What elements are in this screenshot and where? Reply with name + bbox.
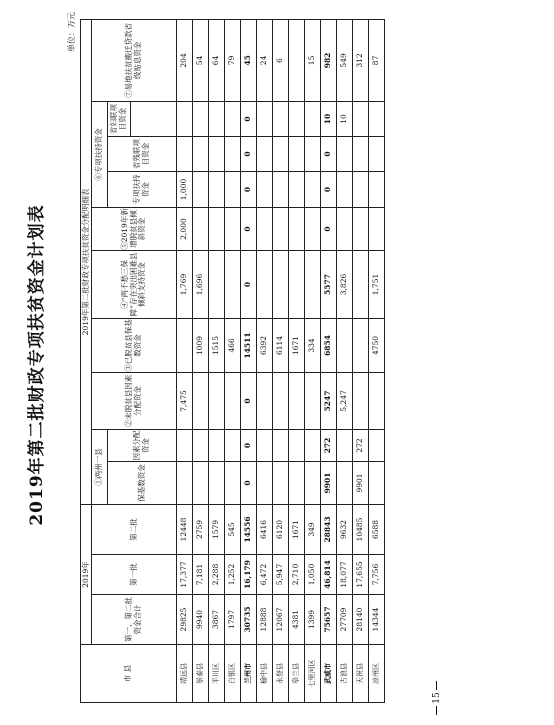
- value-cell: 6392: [257, 318, 273, 372]
- value-cell: 1579: [209, 504, 225, 554]
- table-row: [209, 19, 225, 702]
- value-cell: [289, 171, 305, 207]
- value-cell: [177, 429, 193, 461]
- value-cell: 0: [241, 372, 257, 429]
- header-year: 2019年: [81, 504, 92, 644]
- row-name-cell: 武威市: [321, 645, 337, 703]
- value-cell: 9901: [353, 461, 369, 504]
- value-cell: [337, 171, 353, 207]
- row-name-cell: 榆中县: [257, 645, 273, 703]
- value-cell: 272: [321, 429, 337, 461]
- value-cell: 7,756: [369, 555, 385, 595]
- row-name-cell: 兰州市: [241, 645, 257, 703]
- value-cell: [273, 429, 289, 461]
- value-cell: [193, 207, 209, 250]
- value-cell: 549: [337, 19, 353, 101]
- value-cell: 1,769: [177, 250, 193, 318]
- value-cell: 1,696: [193, 250, 209, 318]
- header-g6-disabled: 省残联项目资金: [108, 136, 177, 171]
- value-cell: 272: [353, 429, 369, 461]
- value-cell: [209, 171, 225, 207]
- value-cell: [289, 250, 305, 318]
- value-cell: 0: [241, 207, 257, 250]
- value-cell: 5247: [321, 372, 337, 429]
- value-cell: 3,826: [337, 250, 353, 318]
- value-cell: 2,000: [177, 207, 193, 250]
- table-row: [289, 19, 305, 702]
- value-cell: [177, 318, 193, 372]
- value-cell: [257, 171, 273, 207]
- table-row: [193, 19, 209, 702]
- row-name-cell: 平川区: [209, 645, 225, 703]
- value-cell: [369, 372, 385, 429]
- value-cell: 204: [177, 19, 193, 101]
- table-row: [257, 19, 273, 702]
- header-group-4: ④“两不愁三保障”存在突出困难县倾斜支持资金: [92, 250, 177, 318]
- value-cell: [193, 429, 209, 461]
- value-cell: 29825: [177, 595, 193, 645]
- value-cell: 79: [225, 19, 241, 101]
- value-cell: 12067: [273, 595, 289, 645]
- value-cell: [273, 250, 289, 318]
- value-cell: 10485: [353, 504, 369, 554]
- header-g1-base: 保基数资金: [108, 461, 177, 504]
- header-group-6: ⑥专项扶持资金: [92, 101, 108, 207]
- page-title: 2019年第二批财政专项扶贫资金计划表: [27, 204, 47, 526]
- value-cell: [369, 136, 385, 171]
- value-cell: [289, 372, 305, 429]
- value-cell: 1797: [225, 595, 241, 645]
- value-cell: 30735: [241, 595, 257, 645]
- value-cell: [209, 429, 225, 461]
- value-cell: 12888: [257, 595, 273, 645]
- table-row: [177, 19, 193, 702]
- value-cell: [225, 250, 241, 318]
- header-group-5: ⑤2019年新增脱贫县倾斜资金: [92, 207, 177, 250]
- value-cell: 1,252: [225, 555, 241, 595]
- value-cell: 87: [369, 19, 385, 101]
- value-cell: [337, 461, 353, 504]
- value-cell: 1515: [209, 318, 225, 372]
- value-cell: [337, 429, 353, 461]
- row-name-cell: 七里河区: [305, 645, 321, 703]
- value-cell: [305, 429, 321, 461]
- value-cell: 27709: [337, 595, 353, 645]
- value-cell: 10: [337, 101, 353, 136]
- value-cell: [209, 207, 225, 250]
- value-cell: [369, 171, 385, 207]
- value-cell: [225, 461, 241, 504]
- value-cell: 14511: [241, 318, 257, 372]
- header-first-batch: 第一批: [92, 555, 177, 595]
- value-cell: 0: [241, 171, 257, 207]
- value-cell: [193, 101, 209, 136]
- value-cell: [257, 207, 273, 250]
- value-cell: [273, 372, 289, 429]
- value-cell: 9901: [321, 461, 337, 504]
- value-cell: [177, 101, 193, 136]
- table-row: [241, 19, 257, 702]
- value-cell: 17,377: [177, 555, 193, 595]
- value-cell: 0: [241, 101, 257, 136]
- value-cell: [257, 250, 273, 318]
- value-cell: [209, 461, 225, 504]
- value-cell: 24: [257, 19, 273, 101]
- value-cell: 6120: [273, 504, 289, 554]
- value-cell: [273, 101, 289, 136]
- value-cell: [225, 171, 241, 207]
- value-cell: 0: [321, 171, 337, 207]
- row-name-cell: 白银区: [225, 645, 241, 703]
- value-cell: 466: [225, 318, 241, 372]
- value-cell: [369, 207, 385, 250]
- table-row: [321, 19, 337, 702]
- value-cell: 6416: [257, 504, 273, 554]
- row-name-cell: 天祝县: [353, 645, 369, 703]
- header-g6-special: 专项扶持资金: [108, 171, 177, 207]
- value-cell: [273, 171, 289, 207]
- table-body: [177, 19, 385, 702]
- value-cell: 75657: [321, 595, 337, 645]
- value-cell: 15: [305, 19, 321, 101]
- value-cell: [273, 461, 289, 504]
- header-distribution: 2019年第二批财政专项扶贫资金分配明细表: [81, 19, 92, 504]
- value-cell: [289, 461, 305, 504]
- row-name-cell: 皋兰县: [289, 645, 305, 703]
- value-cell: 312: [353, 19, 369, 101]
- value-cell: 1,050: [305, 555, 321, 595]
- value-cell: [289, 207, 305, 250]
- value-cell: [289, 136, 305, 171]
- page-number-text: 15: [432, 692, 442, 704]
- table-row: [369, 19, 385, 702]
- header-second-batch: 第二批: [92, 504, 177, 554]
- value-cell: 5,247: [337, 372, 353, 429]
- value-cell: [225, 429, 241, 461]
- value-cell: [337, 318, 353, 372]
- value-cell: 0: [241, 136, 257, 171]
- value-cell: 6588: [369, 504, 385, 554]
- value-cell: [337, 136, 353, 171]
- value-cell: [209, 101, 225, 136]
- table-row: [225, 19, 241, 702]
- value-cell: [353, 372, 369, 429]
- value-cell: 2759: [193, 504, 209, 554]
- value-cell: [369, 461, 385, 504]
- value-cell: 0: [241, 250, 257, 318]
- value-cell: 1,751: [369, 250, 385, 318]
- value-cell: [305, 101, 321, 136]
- value-cell: [225, 136, 241, 171]
- value-cell: [257, 429, 273, 461]
- page-number: [432, 678, 442, 718]
- value-cell: 5,947: [273, 555, 289, 595]
- value-cell: 6,472: [257, 555, 273, 595]
- header-g1-factor: 因素分配资金: [108, 429, 177, 461]
- value-cell: [193, 136, 209, 171]
- value-cell: 0: [241, 429, 257, 461]
- value-cell: [337, 207, 353, 250]
- value-cell: 54: [193, 19, 209, 101]
- value-cell: 16,179: [241, 555, 257, 595]
- header-group-2: ②未脱贫县因素分配资金: [92, 372, 177, 429]
- header-total: 第一、第二批资金合计: [92, 595, 177, 645]
- value-cell: 334: [305, 318, 321, 372]
- value-cell: [353, 171, 369, 207]
- value-cell: 7,181: [193, 555, 209, 595]
- value-cell: 2,710: [289, 555, 305, 595]
- value-cell: [257, 461, 273, 504]
- value-cell: [353, 318, 369, 372]
- unit-label: 单位：万元: [67, 12, 76, 52]
- value-cell: [193, 461, 209, 504]
- value-cell: [177, 461, 193, 504]
- value-cell: 10: [321, 101, 337, 136]
- value-cell: [353, 207, 369, 250]
- value-cell: [273, 136, 289, 171]
- value-cell: [225, 101, 241, 136]
- value-cell: [305, 207, 321, 250]
- header-group-7: ⑦易地扶贫搬迁贷款省级贴息资金: [92, 19, 177, 101]
- row-name-cell: 靖远县: [177, 645, 193, 703]
- value-cell: [353, 101, 369, 136]
- value-cell: [257, 136, 273, 171]
- value-cell: [209, 372, 225, 429]
- value-cell: 28140: [353, 595, 369, 645]
- value-cell: 12448: [177, 504, 193, 554]
- value-cell: [289, 19, 305, 101]
- value-cell: [177, 136, 193, 171]
- value-cell: [305, 461, 321, 504]
- value-cell: [225, 207, 241, 250]
- value-cell: 7,475: [177, 372, 193, 429]
- value-cell: [225, 372, 241, 429]
- row-name-cell: 凉州区: [369, 645, 385, 703]
- value-cell: 545: [225, 504, 241, 554]
- header-city: 市 县: [81, 645, 177, 703]
- table-row: [353, 19, 369, 702]
- value-cell: 3867: [209, 595, 225, 645]
- value-cell: [193, 171, 209, 207]
- header-group-1: ①两州一县: [92, 429, 108, 504]
- table-row: [337, 19, 353, 702]
- value-cell: 349: [305, 504, 321, 554]
- value-cell: 1671: [289, 318, 305, 372]
- value-cell: [353, 250, 369, 318]
- value-cell: 0: [321, 207, 337, 250]
- value-cell: 0: [321, 136, 337, 171]
- value-cell: 9632: [337, 504, 353, 554]
- header-g6-women: 省妇联项目资金: [108, 101, 131, 136]
- row-name-cell: 永登县: [273, 645, 289, 703]
- value-cell: 1,000: [177, 171, 193, 207]
- header-group-3: ③已脱贫县保基数资金: [92, 318, 177, 372]
- funding-table: [80, 19, 385, 703]
- value-cell: 1009: [193, 318, 209, 372]
- value-cell: [209, 136, 225, 171]
- value-cell: [305, 372, 321, 429]
- value-cell: [257, 101, 273, 136]
- value-cell: [369, 101, 385, 136]
- value-cell: 1671: [289, 504, 305, 554]
- value-cell: 14556: [241, 504, 257, 554]
- value-cell: [369, 429, 385, 461]
- value-cell: 982: [321, 19, 337, 101]
- value-cell: 46,814: [321, 555, 337, 595]
- table-row: [305, 19, 321, 702]
- value-cell: [305, 171, 321, 207]
- value-cell: 14344: [369, 595, 385, 645]
- value-cell: 45: [241, 19, 257, 101]
- value-cell: [289, 429, 305, 461]
- table-row: [273, 19, 289, 702]
- value-cell: 0: [241, 461, 257, 504]
- value-cell: 18,077: [337, 555, 353, 595]
- value-cell: 2,288: [209, 555, 225, 595]
- value-cell: [305, 250, 321, 318]
- value-cell: 9940: [193, 595, 209, 645]
- value-cell: [305, 136, 321, 171]
- value-cell: 6: [273, 19, 289, 101]
- value-cell: 4381: [289, 595, 305, 645]
- row-name-cell: 古浪县: [337, 645, 353, 703]
- value-cell: 4750: [369, 318, 385, 372]
- value-cell: [209, 250, 225, 318]
- value-cell: 17,655: [353, 555, 369, 595]
- value-cell: [289, 101, 305, 136]
- row-name-cell: 景泰县: [193, 645, 209, 703]
- value-cell: 5577: [321, 250, 337, 318]
- value-cell: 6114: [273, 318, 289, 372]
- value-cell: 1399: [305, 595, 321, 645]
- value-cell: [273, 207, 289, 250]
- value-cell: 6854: [321, 318, 337, 372]
- value-cell: [193, 372, 209, 429]
- value-cell: [257, 372, 273, 429]
- value-cell: [353, 136, 369, 171]
- value-cell: 64: [209, 19, 225, 101]
- value-cell: 28843: [321, 504, 337, 554]
